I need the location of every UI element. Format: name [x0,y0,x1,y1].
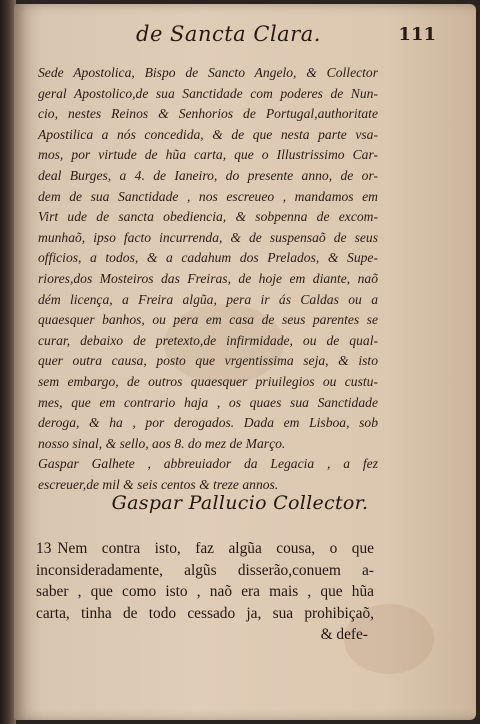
text-line: riores,dos Mosteiros das Freiras, de hoje em diante, naõ [38,270,378,286]
text-line: sem embargo, de outros quaesquer priuilegios ou custu- [38,373,378,389]
section-heading: Gaspar Pallucio Collector. [111,492,369,514]
text-line: officios, a todos, & a cadahum dos Prelados, & Supe- [38,250,378,266]
text-line [36,538,374,560]
italic-paragraph [38,63,378,495]
running-title: de Sancta Clara. [136,22,321,46]
text-line: Gaspar Galhete , abbreuiador da Legacia , a fez [38,456,378,472]
paragraph-number: 13 [36,540,52,557]
page-number: 111 [398,24,436,45]
text-line: Virt ude de sancta obediencia, & sobpenna de excom- [38,209,378,225]
text-line: geral Apostolico,de sua Sanctidade com poderes de Nun- [38,85,378,101]
text-line: munhaõ, ipso facto incurrenda, & de suspensaõ de seus [38,229,378,245]
text-line: dém licença, a Freira algũa, pera ir ás Caldas ou a [38,291,378,307]
catchword: & defe- [320,626,368,643]
text-line: saber , que como isto , naõ era mais , que hũa [36,583,374,600]
text-line: deal Burges, a 4. de Ianeiro, do presente anno, de or- [38,167,378,183]
roman-paragraph [36,538,374,646]
text-line: quaesquer banhos, ou pera em casa de seus parentes se [38,312,378,328]
text-line: mos, por virtude de hũa carta, que o Illustrissimo Car- [38,147,378,163]
page-header [60,22,450,52]
text-line: dem de sua Sanctidade , nos escreueo , mandamos em [38,188,378,204]
text-line: curar, debaixo de pretexto,de infirmidade, ou de qual- [38,332,378,348]
text-line: mes, que em contrario haja , os quaes sua Sanctidade [38,394,378,410]
text-line: quer outra causa, posto que vrgentissima seja, & isto [38,353,378,369]
text-line: carta, tinha de todo cessado ja, sua prohibiçaõ, [36,604,374,622]
text-line: nosso sinal, & sello, aos 8. do mez de Março. [38,435,286,451]
text-line: cio, nestes Reinos & Senhorios de Portugal,authoritate [38,106,378,122]
text-line-content: Nem contra isto, faz algũa cousa, o que [57,540,374,557]
text-line: inconsideradamente, algũs disserão,conuem a- [36,561,374,579]
text-line: escreuer,de mil & seis centos & treze annos. [38,476,279,492]
text-line: Apostilica a nós concedida, & de que nesta parte vsa- [38,126,378,142]
text-line: Sede Apostolica, Bispo de Sancto Angelo, & Collector [38,65,378,80]
text-line: deroga, & ha , por derogados. Dada em Lisboa, sob [38,415,378,431]
